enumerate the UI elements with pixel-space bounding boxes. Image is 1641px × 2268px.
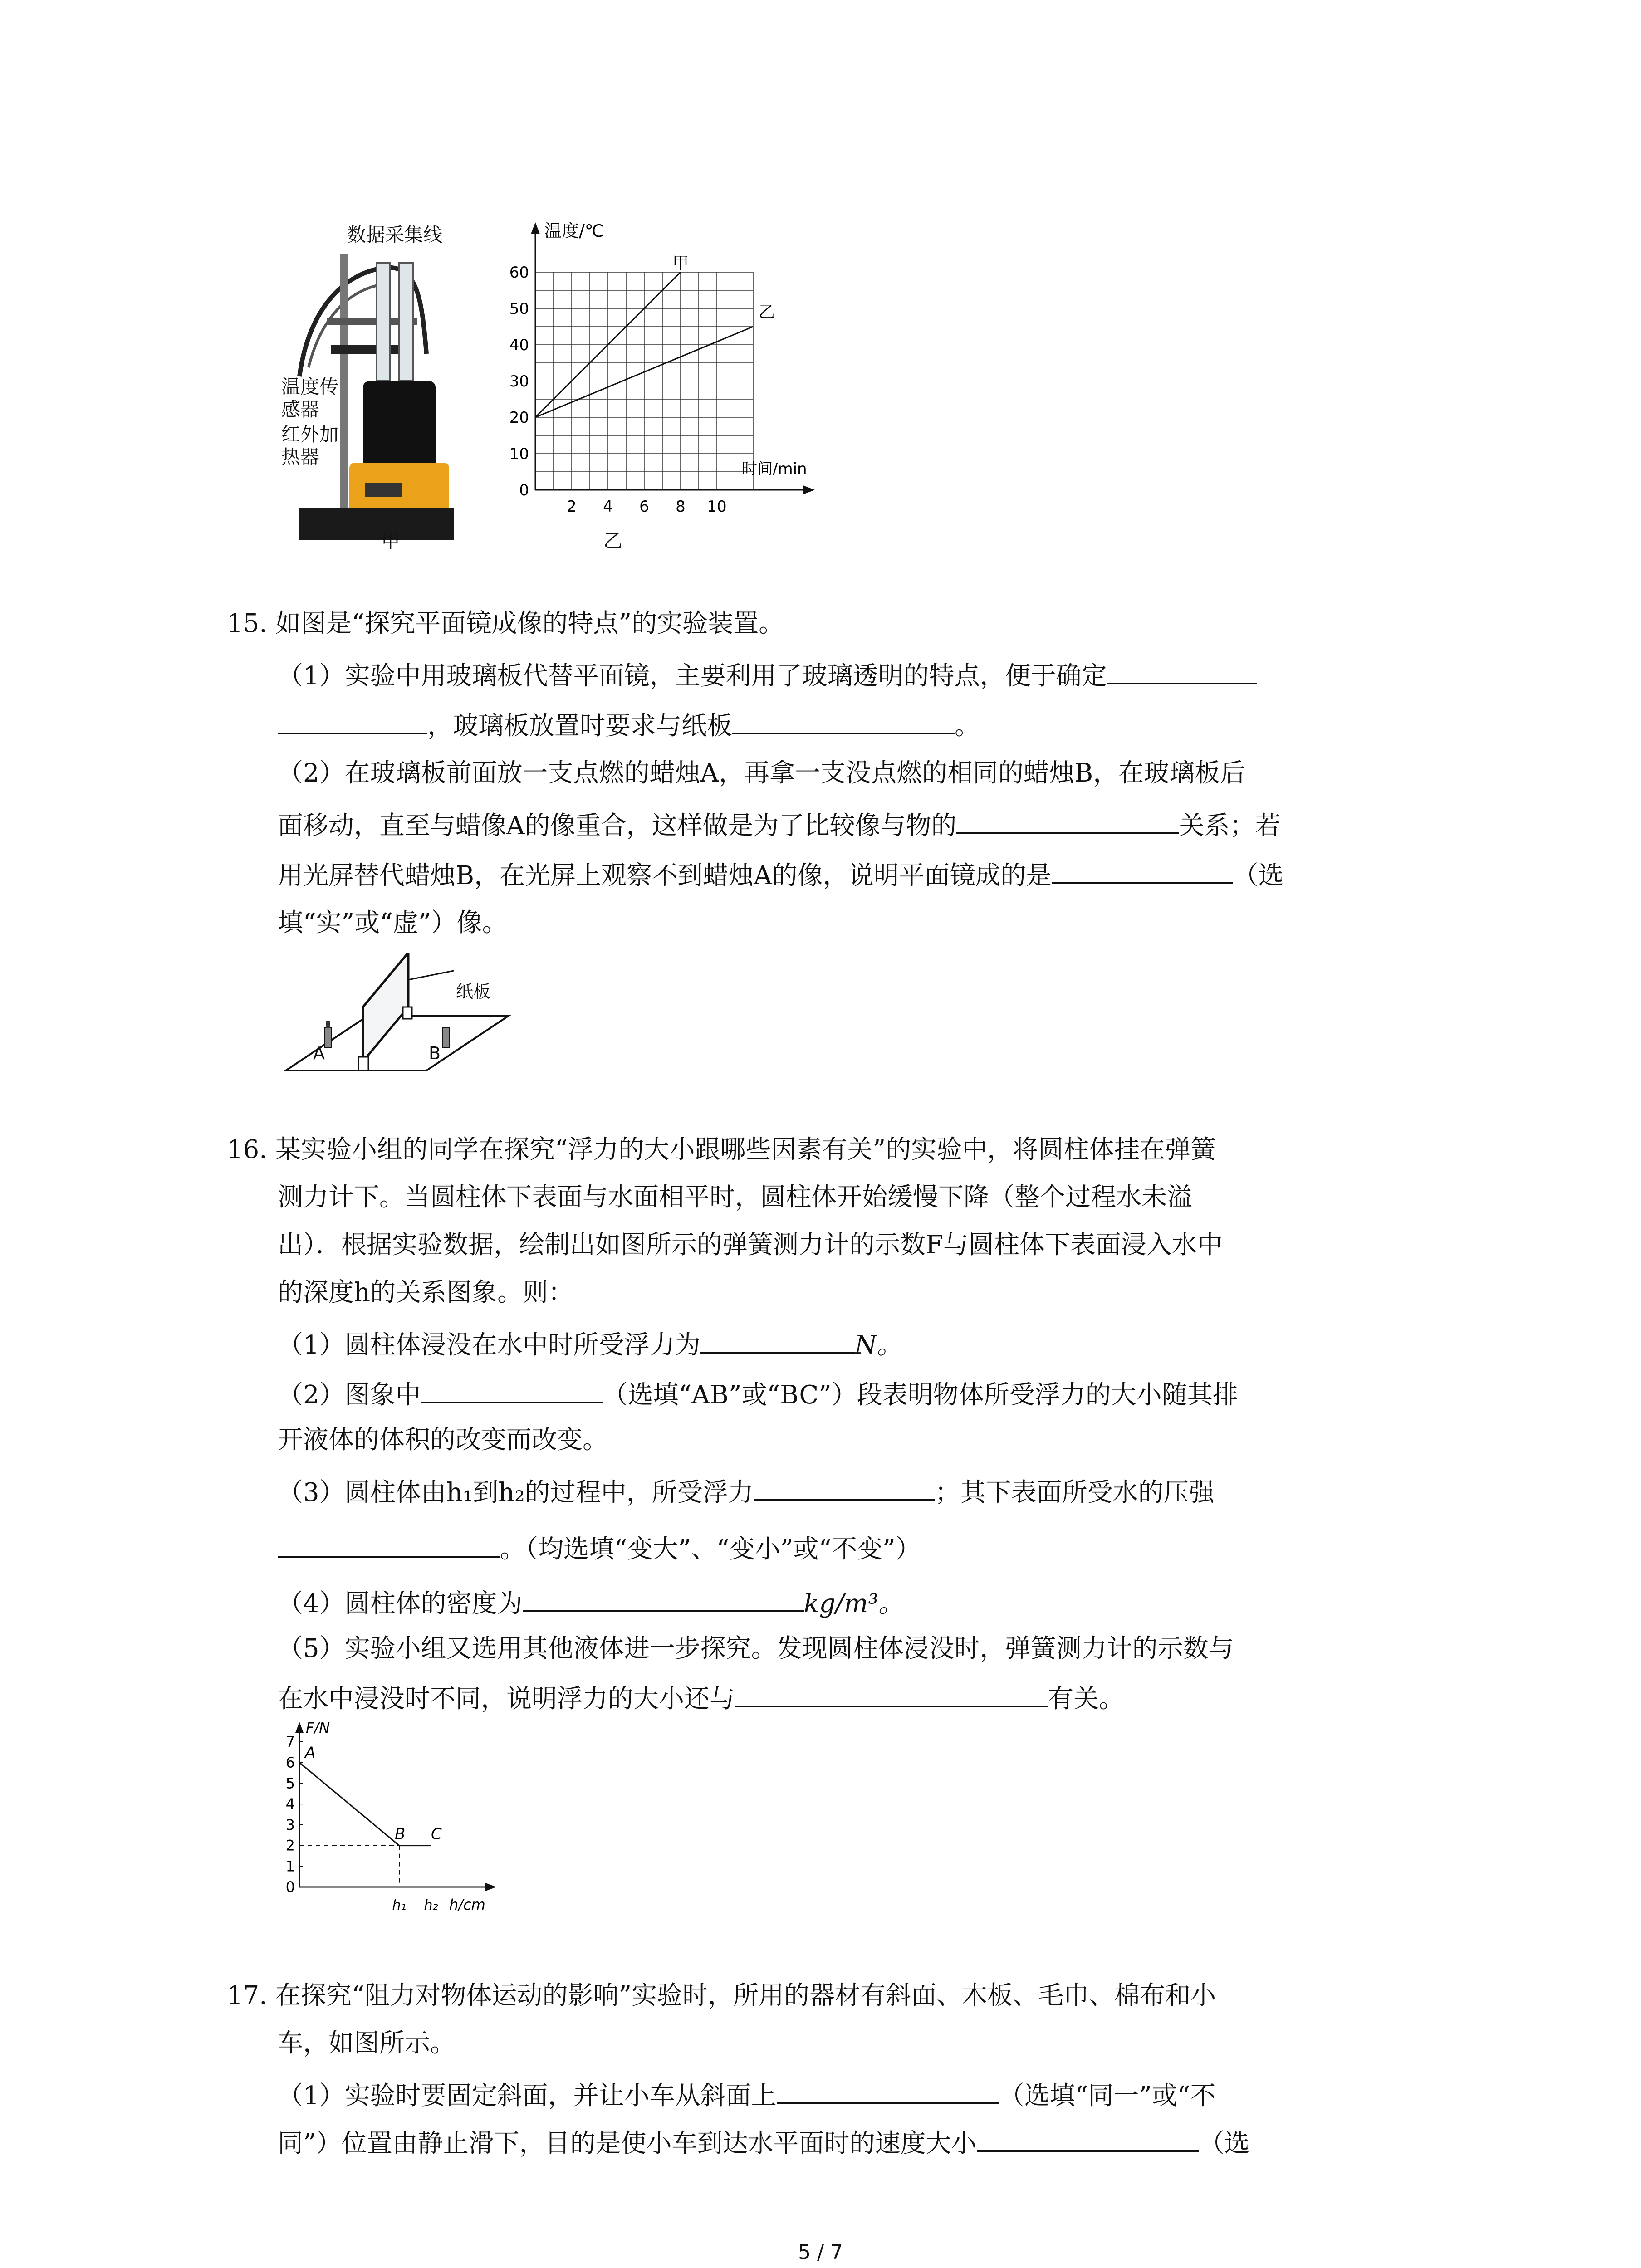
q16-part3-line1 xyxy=(278,1472,1215,1511)
q17-part1-line2 xyxy=(278,2123,1250,2162)
q16-p2-text-a: （2）图象中 xyxy=(278,1380,421,1410)
q15-blank-1-cont[interactable] xyxy=(278,705,427,734)
y-tick-label: 30 xyxy=(509,372,529,391)
q17-blank-1[interactable] xyxy=(777,2075,999,2104)
x-tick-label-h2: h₂ xyxy=(424,1897,438,1913)
y-axis-arrow xyxy=(531,222,540,234)
q16-p3-text-b: ；其下表面所受水的压强 xyxy=(935,1478,1215,1507)
q16-blank-5[interactable] xyxy=(523,1583,804,1612)
sensor-label-2: 感器 xyxy=(281,398,320,420)
x-tick-label-h1: h₁ xyxy=(392,1897,407,1913)
y-tick-label: 2 xyxy=(285,1837,295,1854)
q16-part5-line1 xyxy=(278,1631,1234,1667)
force-depth-graph-svg xyxy=(272,1719,508,1928)
y-tick-label: 3 xyxy=(285,1816,295,1833)
sensor-label-1: 温度传 xyxy=(281,376,339,398)
q17-part1-line1 xyxy=(278,2075,1216,2114)
q16-blank-1[interactable] xyxy=(700,1325,855,1354)
q15-p1-text-c: 。 xyxy=(955,711,980,741)
q16-p1-text-a: （1）圆柱体浸没在水中时所受浮力为 xyxy=(278,1330,700,1360)
y-tick-label: 20 xyxy=(509,409,529,427)
x-tick-label: 2 xyxy=(567,498,577,516)
q15-p1-text-b: ，玻璃板放置时要求与纸板 xyxy=(427,711,732,741)
q16-p3-text-c: 。（均选填“变大”、“变小”或“不变”） xyxy=(500,1535,921,1564)
q16-part3-line2 xyxy=(278,1529,921,1568)
q15-blank-4[interactable] xyxy=(1052,855,1233,884)
heater-label-1: 红外加 xyxy=(281,423,339,445)
x-tick-label: 10 xyxy=(707,498,727,516)
x-tick-label: 4 xyxy=(603,498,613,516)
q15-part2-line4 xyxy=(278,905,508,941)
q15-p1-text-a: （1）实验中用玻璃板代替平面镜，主要利用了玻璃透明的特点，便于确定 xyxy=(278,661,1107,691)
q16-p4-text-a: （4）圆柱体的密度为 xyxy=(278,1589,523,1618)
q17-blank-2[interactable] xyxy=(977,2123,1199,2152)
x-tick-label: 8 xyxy=(676,498,686,516)
y-tick-label: 7 xyxy=(285,1733,295,1750)
y-tick-label: 40 xyxy=(509,336,529,354)
q16-part2-line1 xyxy=(278,1374,1238,1413)
q16-blank-4[interactable] xyxy=(278,1529,500,1558)
apparatus-caption: 甲 xyxy=(381,530,401,552)
paper-board-label: 纸板 xyxy=(456,982,491,1002)
q16-stem-4: 的深度h的关系图象。则： xyxy=(278,1278,574,1307)
q17-p1-text-c: 同”）位置由静止滑下，目的是使小车到达水平面时的速度大小 xyxy=(278,2129,977,2158)
point-label-a: A xyxy=(305,1744,316,1762)
y-tick-label: 10 xyxy=(509,445,529,463)
q17-p1-text-b: （选填“同一”或“不 xyxy=(999,2081,1216,2111)
y-tick-label: 6 xyxy=(285,1754,295,1771)
x-axis-label: h/cm xyxy=(449,1896,485,1913)
y-tick-label: 0 xyxy=(285,1878,295,1896)
q16-part1 xyxy=(278,1325,902,1364)
q15-p2-text-d: 用光屏替代蜡烛B，在光屏上观察不到蜡烛A的像，说明平面镜成的是 xyxy=(278,861,1052,890)
q16-p3-text-a: （3）圆柱体由h₁到h₂的过程中，所受浮力 xyxy=(278,1478,754,1507)
q15-part1-line2 xyxy=(278,705,980,744)
q16-stem-1: 16. 某实验小组的同学在探究“浮力的大小跟哪些因素有关”的实验中，将圆柱体挂在弹簧 xyxy=(227,1135,1216,1164)
x-axis-arrow xyxy=(803,485,815,494)
y-tick-label: 4 xyxy=(285,1795,295,1813)
page-number: 5 / 7 xyxy=(798,2241,843,2264)
temperature-graph xyxy=(490,218,817,544)
q15-part2-line1 xyxy=(278,755,1245,792)
q17-p1-text-d: （选 xyxy=(1199,2129,1250,2158)
cable-label: 数据采集线 xyxy=(347,224,443,246)
series-label-jia: 甲 xyxy=(672,254,689,273)
x-axis-label: 时间/min xyxy=(742,460,807,478)
q15-p2-text-a: （2）在玻璃板前面放一支点燃的蜡烛A，再拿一支没点燃的相同的蜡烛B，在玻璃板后 xyxy=(278,758,1246,788)
q16-stem-3: 出）．根据实验数据，绘制出如图所示的弹簧测力计的示数F与圆柱体下表面浸入水中 xyxy=(278,1230,1223,1260)
point-label-b: B xyxy=(395,1825,406,1843)
q15-blank-2[interactable] xyxy=(732,705,955,734)
q15-part2-line2 xyxy=(278,805,1280,844)
force-depth-graph xyxy=(272,1719,508,1928)
y-axis-label: 温度/℃ xyxy=(544,221,604,241)
q15-p2-text-b: 面移动，直至与蜡像A的像重合，这样做是为了比较像与物的 xyxy=(278,811,957,841)
q16-blank-3[interactable] xyxy=(754,1472,935,1501)
q17-stem-1: 17. 在探究“阻力对物体运动的影响”实验时，所用的器材有斜面、木板、毛巾、棉布和小 xyxy=(227,1981,1216,2010)
x-tick-label: 6 xyxy=(639,498,649,516)
candle-b-label: B xyxy=(429,1043,441,1063)
y-axis-arrow xyxy=(295,1722,304,1733)
q16-blank-2[interactable] xyxy=(421,1374,603,1403)
q16-p5-text-c: 有关。 xyxy=(1048,1684,1124,1714)
q16-p2-text-b: （选填“AB”或“BC”）段表明物体所受浮力的大小随其排 xyxy=(602,1380,1238,1410)
temperature-graph-svg xyxy=(490,218,817,544)
q15-stem: 15. 如图是“探究平面镜成像的特点”的实验装置。 xyxy=(227,609,784,638)
heater-label-2: 热器 xyxy=(281,446,320,468)
q17-p1-text-a: （1）实验时要固定斜面，并让小车从斜面上 xyxy=(278,2081,777,2111)
point-label-c: C xyxy=(431,1825,442,1843)
force-line xyxy=(299,1763,431,1846)
y-tick-label: 0 xyxy=(519,481,529,499)
q16-blank-6[interactable] xyxy=(735,1678,1048,1707)
candle-a-label: A xyxy=(313,1043,325,1063)
series-label-yi: 乙 xyxy=(759,303,775,322)
q16-part2-line2 xyxy=(278,1422,608,1458)
q16-p5-text-a: （5）实验小组又选用其他液体进一步探究。发现圆柱体浸没时，弹簧测力计的示数与 xyxy=(278,1634,1234,1663)
q16-p4-text-b: kg/m³。 xyxy=(803,1589,904,1618)
y-tick-label: 1 xyxy=(285,1857,295,1875)
q16-part4 xyxy=(278,1583,904,1622)
q15-part2-line3 xyxy=(278,855,1284,894)
q16-stem-2: 测力计下。当圆柱体下表面与水面相平时，圆柱体开始缓慢下降（整个过程水未溢 xyxy=(278,1183,1192,1212)
q16-part5-line2 xyxy=(278,1678,1124,1717)
q15-p2-text-c: 关系；若 xyxy=(1179,811,1281,841)
q15-blank-1[interactable] xyxy=(1107,655,1257,684)
y-axis-label: F/N xyxy=(306,1719,330,1736)
q16-p5-text-b: 在水中浸没时不同，说明浮力的大小还与 xyxy=(278,1684,735,1714)
x-axis-arrow xyxy=(485,1883,496,1891)
q15-part1-line1 xyxy=(278,655,1257,694)
q15-p2-text-f: 填“实”或“虚”）像。 xyxy=(278,908,508,938)
q16-p2-text-c: 开液体的体积的改变而改变。 xyxy=(278,1425,608,1455)
y-tick-label: 50 xyxy=(509,300,529,318)
y-tick-label: 60 xyxy=(509,264,529,282)
q16-p1-text-b: N。 xyxy=(854,1330,902,1360)
q17-stem-2: 车，如图所示。 xyxy=(278,2028,456,2058)
y-tick-label: 5 xyxy=(285,1774,295,1792)
graph-caption: 乙 xyxy=(603,530,623,552)
q15-blank-3[interactable] xyxy=(956,805,1179,834)
q15-p2-text-e: （选 xyxy=(1233,861,1284,890)
